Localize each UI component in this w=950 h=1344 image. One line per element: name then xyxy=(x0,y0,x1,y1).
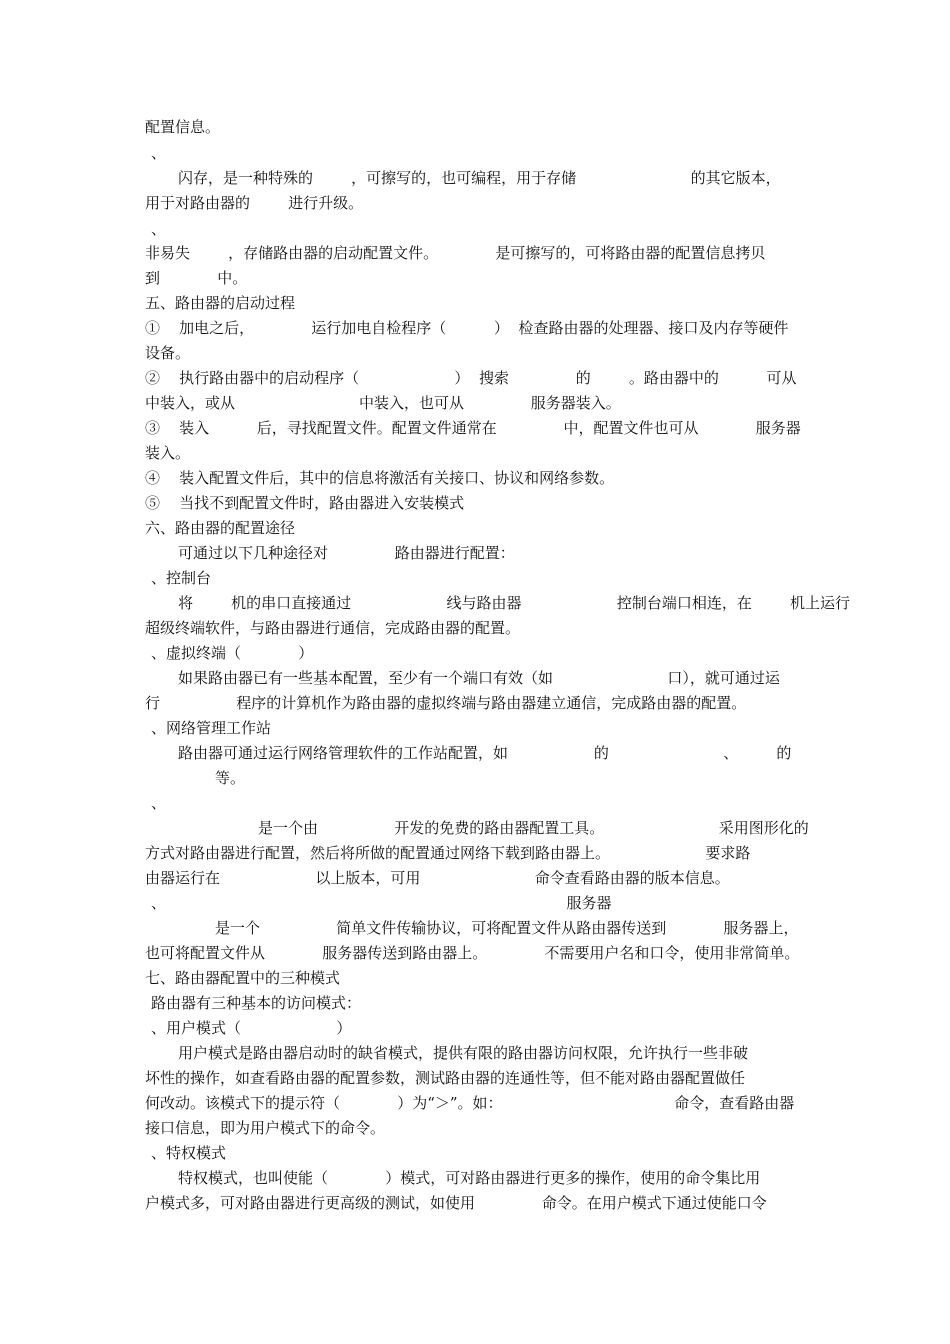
text-line: 超级终端软件，与路由器进行通信，完成路由器的配置。 xyxy=(145,619,521,637)
text-line: 中装入，或从 中装入，也可从 服务器装入。 xyxy=(145,394,621,412)
text-line: 行 程序的计算机作为路由器的虚拟终端与路由器建立通信，完成路由器的配置。 xyxy=(145,694,747,712)
text-line: ④ 装入配置文件后，其中的信息将激活有关接口、协议和网络参数。 xyxy=(145,469,615,487)
text-line: 是一个由 开发的免费的路由器配置工具。 采用图形化的 xyxy=(258,819,809,837)
section-heading: 五、路由器的启动过程 xyxy=(145,294,296,312)
text-line: ③ 装入 后，寻找配置文件。配置文件通常在 中，配置文件也可从 服务器 xyxy=(145,419,801,437)
text-line: 非易失 ，存储路由器的启动配置文件。 是可擦写的，可将路由器的配置信息拷贝 xyxy=(145,244,766,262)
text-line: 用户模式是路由器启动时的缺省模式，提供有限的路由器访问权限，允许执行一些非破 xyxy=(178,1044,749,1062)
subsection-heading: 、控制台 xyxy=(151,569,212,587)
subsection-heading: 、特权模式 xyxy=(151,1144,227,1162)
subsection-heading: 、 服务器 xyxy=(151,894,612,912)
subsection-heading: 、虚拟终端（ ） xyxy=(151,644,314,662)
text-line: 配置信息。 xyxy=(145,118,221,136)
text-line: 方式对路由器进行配置，然后将所做的配置通过网络下载到路由器上。 要求路 xyxy=(145,844,751,862)
text-line: 户模式多，可对路由器进行更高级的测试，如使用 命令。在用户模式下通过使能口令 xyxy=(145,1194,767,1212)
text-line: ① 加电之后， 运行加电自检程序（ ） 检查路由器的处理器、接口及内存等硬件 xyxy=(145,319,789,337)
text-line: 路由器可通过运行网络管理软件的工作站配置，如 的 、 的 xyxy=(178,744,792,762)
text-line: ⑤ 当找不到配置文件时，路由器进入安装模式 xyxy=(145,494,465,512)
section-heading: 七、路由器配置中的三种模式 xyxy=(145,969,341,987)
text-line: 特权模式，也叫使能（ ）模式，可对路由器进行更多的操作，使用的命令集比用 xyxy=(178,1169,761,1187)
text-line: ② 执行路由器中的启动程序（ ） 搜索 的 。路由器中的 可从 xyxy=(145,369,797,387)
text-line: 用于对路由器的 进行升级。 xyxy=(145,194,364,212)
text-line: 何改动。该模式下的提示符（ ）为“＞”。如： 命令，查看路由器 xyxy=(145,1094,795,1112)
text-line: 、 xyxy=(151,144,167,162)
text-line: 由器运行在 以上版本，可用 命令查看路由器的版本信息。 xyxy=(145,869,730,887)
text-line: 、 xyxy=(151,220,167,238)
text-line: 路由器有三种基本的访问模式： xyxy=(151,994,362,1012)
text-line: 坏性的操作，如查看路由器的配置参数，测试路由器的连通性等，但不能对路由器配置做任 xyxy=(145,1069,746,1087)
text-line: 可通过以下几种途径对 路由器进行配置： xyxy=(178,544,515,562)
text-line: 、 xyxy=(151,794,167,812)
text-line: 也可将配置文件从 服务器传送到路由器上。 不需要用户名和口令，使用非常简单。 xyxy=(145,944,800,962)
text-line: 闪存，是一种特殊的 ，可擦写的，也可编程，用于存储 的其它版本， xyxy=(178,169,781,187)
text-line: 到 中。 xyxy=(145,269,248,287)
text-line: 设备。 xyxy=(145,344,191,362)
text-line: 是一个 简单文件传输协议，可将配置文件从路由器传送到 服务器上， xyxy=(215,919,799,937)
section-heading: 六、路由器的配置途径 xyxy=(145,519,296,537)
text-line: 等。 xyxy=(215,769,246,787)
text-line: 装入。 xyxy=(145,444,191,462)
text-line: 如果路由器已有一些基本配置，至少有一个端口有效（如 口），就可通过运 xyxy=(178,669,780,687)
text-line: 接口信息，即为用户模式下的命令。 xyxy=(145,1119,386,1137)
subsection-heading: 、用户模式（ ） xyxy=(151,1019,352,1037)
subsection-heading: 、网络管理工作站 xyxy=(151,719,272,737)
text-line: 将 机的串口直接通过 线与路由器 控制台端口相连，在 机上运行 xyxy=(178,594,851,612)
